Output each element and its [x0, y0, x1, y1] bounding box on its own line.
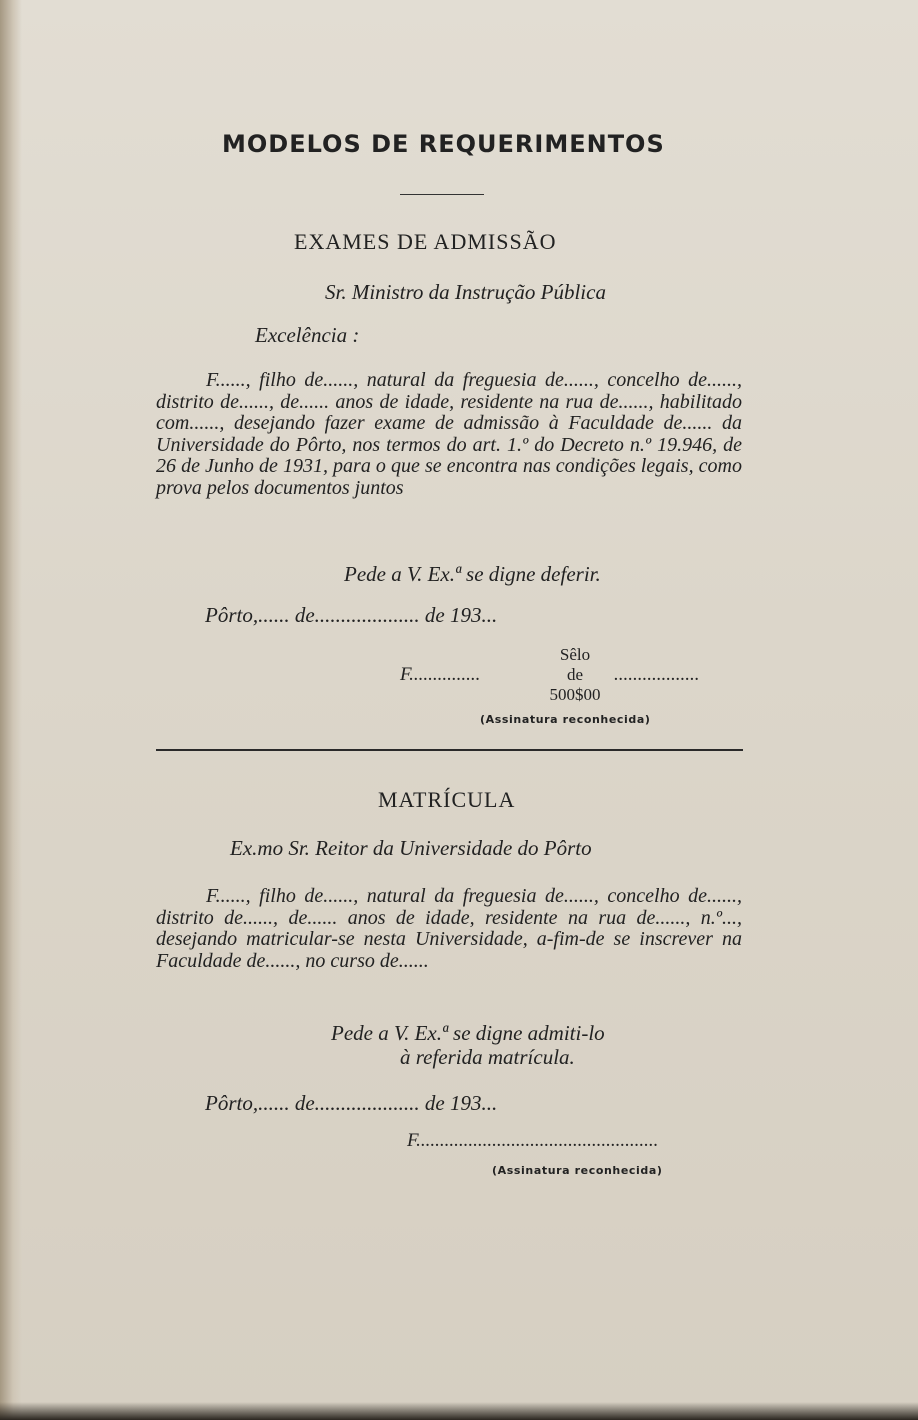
exames-closing: Pede a V. Ex.ª se digne deferir. — [344, 562, 601, 586]
matricula-closing-line1: Pede a V. Ex.ª se digne admiti-lo — [331, 1021, 605, 1045]
exames-body: F......, filho de......, natural da freguesia de......, concelho de......, distrito de......, de...... anos de idade, residente na rua de......, habilitado com......, desejando fazer exame de admissão à Faculdade de...... da Universidade do Pôrto, nos termos do art. 1.º do Decreto n.º 19.946, de 26 de Junho de 1931, para o que se encontra nas condições legais, como prova pelos documentos juntos — [156, 369, 742, 499]
exames-salutation: Excelência : — [255, 323, 360, 347]
exames-signature-left: F............... — [400, 664, 481, 685]
stamp-line: de — [566, 665, 584, 684]
stamp-line: Sêlo — [559, 645, 591, 664]
matricula-closing-line2: à referida matrícula. — [400, 1045, 575, 1069]
section-divider — [156, 749, 743, 751]
matricula-addressee: Ex.mo Sr. Reitor da Universidade do Pôrto — [230, 836, 592, 860]
page-title: MODELOS DE REQUERIMENTOS — [222, 130, 665, 158]
matricula-signature-line: F................................................... — [407, 1130, 659, 1151]
exames-date-line: Pôrto,...... de.................... de 193... — [205, 603, 498, 627]
stamp-line: 500$00 — [549, 685, 601, 704]
section-heading-exames: EXAMES DE ADMISSÃO — [294, 229, 557, 254]
matricula-body: F......, filho de......, natural da freguesia de......, concelho de......, distrito de......, de...... anos de idade, residente na rua de......, n.º..., desejando matricular-se nesta Universidade, a-fim-de se inscrever na Faculdade de......, no curso de...... — [156, 885, 742, 972]
exames-signature-right: .................. — [614, 664, 700, 685]
title-divider — [400, 194, 484, 195]
exames-addressee: Sr. Ministro da Instrução Pública — [325, 280, 606, 304]
stamp-box — [540, 645, 610, 705]
matricula-signature-caption: (Assinatura reconhecida) — [492, 1164, 663, 1177]
section-heading-matricula: MATRÍCULA — [378, 787, 516, 812]
exames-signature-caption: (Assinatura reconhecida) — [480, 713, 651, 726]
matricula-date-line: Pôrto,...... de.................... de 193... — [205, 1091, 498, 1115]
